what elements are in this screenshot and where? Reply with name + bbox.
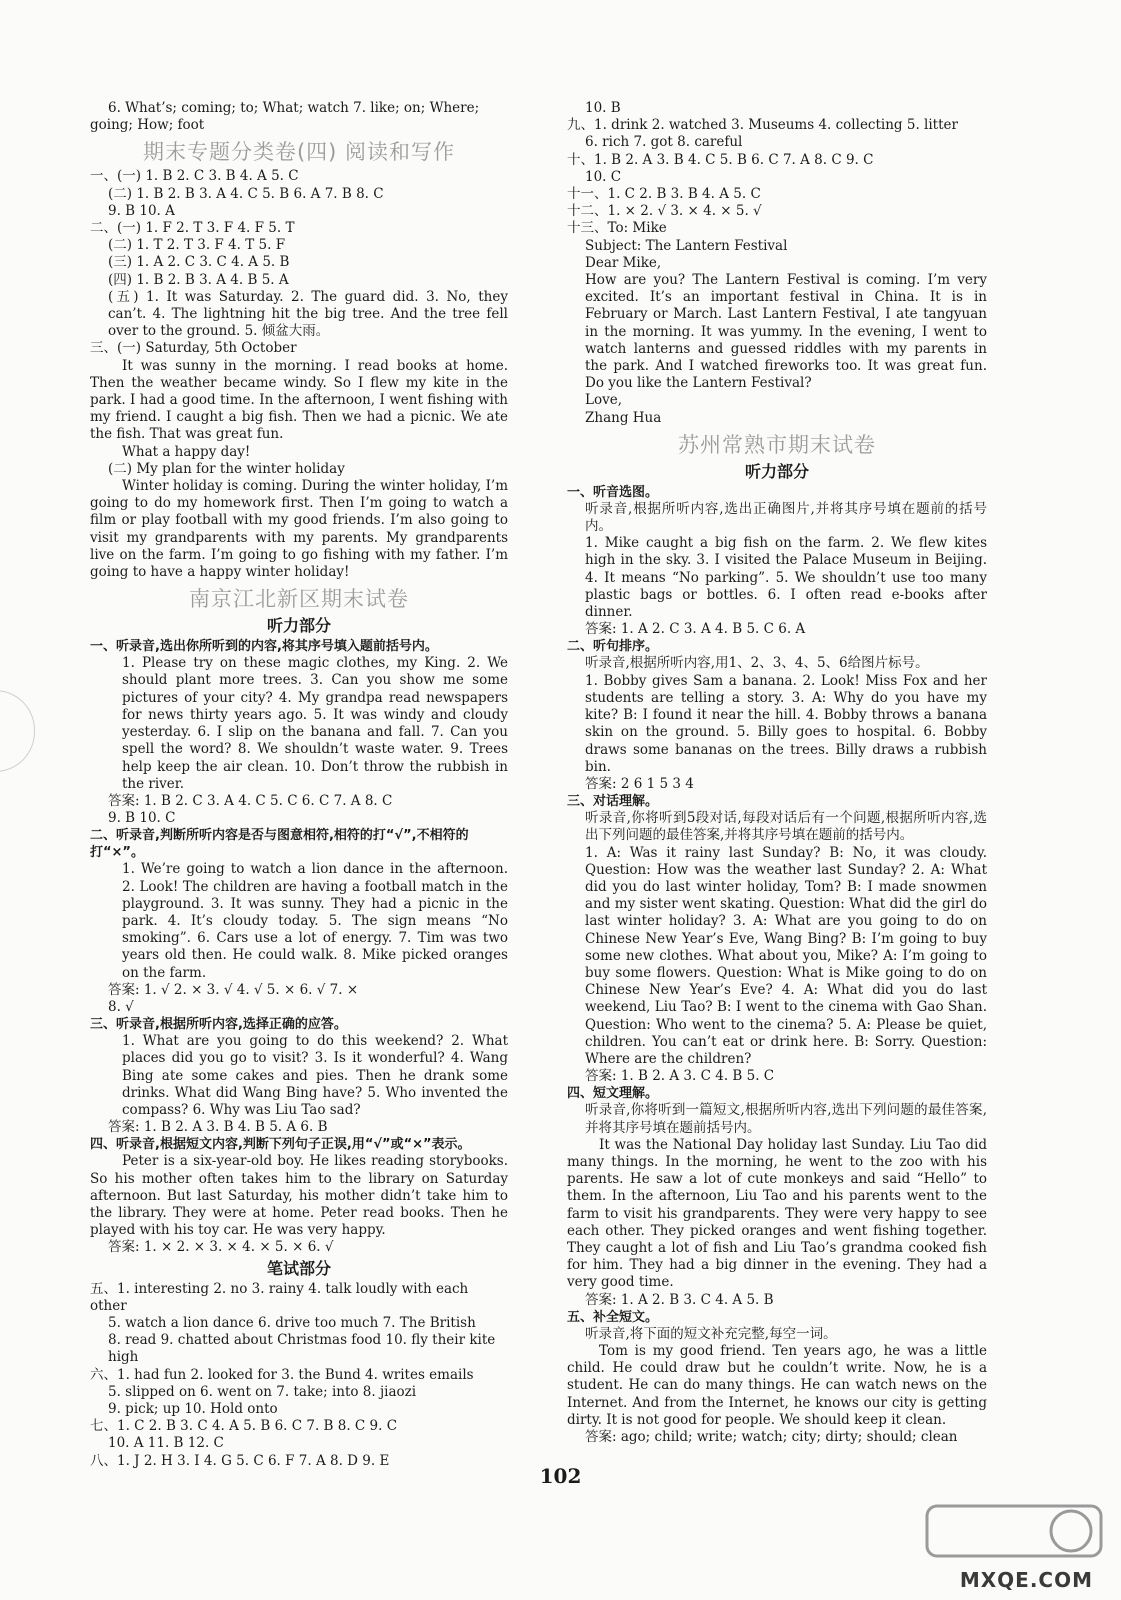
passage-paragraph: It was the National Day holiday last Sunday. Liu Tao did many things. In the morning, he went to the zoo with his parents. He saw a lot of cute monkeys and said “Hello” to them. In the afternoon, Liu Tao and his parents went to the farm to visit his grandparents. They were very happy to see each other. They picked oranges and went fishing together. They caught a lot of fish and Liu Tao’s grandma cooked fish for him. They had a big dinner in the evening. They had a very good time.: [567, 1136, 987, 1291]
question-heading: 二、听录音,判断所听内容是否与图意相符,相符的打“√”,不相符的打“×”。: [90, 828, 469, 861]
answer-line: 十、1. B 2. A 3. B 4. C 5. B 6. C 7. A 8. C 9. C: [567, 151, 874, 168]
answer-line: Dear Mike,: [585, 254, 662, 271]
part-heading: 听力部分: [266, 616, 331, 636]
answer-line: 三、(一) Saturday, 5th October: [90, 340, 297, 357]
answer-line: 1. A: Was it rainy last Sunday? B: No, it was cloudy. Question: How was the weather last Sunday? 2. A: What did you do last winter holiday, Tom? B: I made snowmen and my sister went skating. Question: What did the girl do last winter holiday? 3. A: What are you going to do on Chinese New Year’s Eve, Wang Bing? B: I’m going to buy some new clothes. What about you, Mike? A: I’m going to buy some flowers. Question: What is Mike going to do on Chinese New Year’s Eve? 4. A: What did you do last weekend, Liu Tao? B: I went to the cinema with Gao Shan. Question: Who went to the cinema? 5. A: Please be quiet, children. You can’t eat or drink here. B: Sorry. Question: Where are the children?: [585, 844, 987, 1067]
answer-line: 答案: 1. B 2. A 3. C 4. B 5. C: [585, 1068, 775, 1085]
binding-stamp-mark: [0, 690, 35, 772]
section-title: 南京江北新区期末试卷: [189, 587, 409, 612]
answer-line: 听录音,你将听到一篇短文,根据所听内容,选出下列问题的最佳答案,并将其序号填在题前括号内。: [585, 1102, 987, 1136]
question-heading: 三、听录音,根据所听内容,选择正确的应答。: [90, 1017, 347, 1033]
answer-line: 八、1. J 2. H 3. I 4. G 5. C 6. F 7. A 8. D 9. E: [90, 1452, 390, 1469]
answer-line: (二) 1. T 2. T 3. F 4. T 5. F: [108, 237, 286, 254]
answer-line: 8. read 9. chatted about Christmas food 10. fly their kite high: [108, 1332, 496, 1366]
answer-line: 8. √: [108, 998, 134, 1015]
answer-line: 九、1. drink 2. watched 3. Museums 4. collecting 5. litter: [567, 117, 958, 134]
answer-line: 1. Mike caught a big fish on the farm. 2. We flew kites high in the sky. 3. I visited the Palace Museum in Beijing. 4. It means “No parking”. 5. We shouldn’t use too many plastic bags or bottles. 6. I often read e-books after dinner.: [585, 535, 987, 621]
answer-line: 听录音,根据所听内容,选出正确图片,并将其序号填在题前的括号内。: [585, 500, 987, 535]
answer-line: 十三、To: Mike: [567, 220, 667, 237]
answer-line: 1. What are you going to do this weekend? 2. What places did you go to visit? 3. Is it wonderful? 4. Wang Bing ate some cakes and pies. Then he drank some drinks. What did Wang Bing have? 5. Who invented the compass? 6. Why was Liu Tao sad?: [122, 1033, 508, 1118]
section-title: 期末专题分类卷(四) 阅读和写作: [142, 140, 456, 165]
answer-line: (三) 1. A 2. C 3. C 4. A 5. B: [108, 254, 290, 271]
answer-line: Subject: The Lantern Festival: [585, 237, 788, 254]
answer-line: 1. We’re going to watch a lion dance in the afternoon. 2. Look! The children are having a football match in the playground. 3. It was sunny. They had a picnic in the park. 4. It’s cloudy today. 5. The sign means “No smoking”. 6. Cars use a lot of energy. 7. Tim was two years old then. He could walk. 8. Mike picked oranges on the farm.: [122, 861, 508, 981]
passage-paragraph: Tom is my good friend. Ten years ago, he was a little child. He could draw but he couldn’t write. Now, he is a student. He can do many things. He can watch news on the Internet. And from the Internet, he knows our city is getting dirty. It is not good for people. We should keep it clean.: [567, 1343, 987, 1428]
part-heading: 听力部分: [744, 461, 809, 481]
answer-line: 六、1. had fun 2. looked for 3. the Bund 4. writes emails: [90, 1366, 474, 1383]
answer-line: Zhang Hua: [585, 409, 662, 426]
answer-line: 答案: 1. × 2. × 3. × 4. × 5. × 6. √: [108, 1239, 334, 1256]
answer-line: How are you? The Lantern Festival is coming. I’m very excited. It’s an important festival in China. It is in February or March. Last Lantern Festival, I ate tangyuan in the morning. It was yummy. In the evening, I went to watch lanterns and guessed riddles with my parents in the park. And I watched fireworks too. It was great fun. Do you like the Lantern Festival?: [585, 272, 987, 392]
answer-line: 七、1. C 2. B 3. C 4. A 5. B 6. C 7. B 8. C 9. C: [90, 1418, 398, 1435]
answer-line: 五、1. interesting 2. no 3. rainy 4. talk loudly with each other: [90, 1280, 469, 1314]
answer-line: 1. Bobby gives Sam a banana. 2. Look! Miss Fox and her students are telling a story. 3. A: Why do you have my kite? B: I found it near the hill. 4. Bobby throws a banana skin on the ground. 5. Billy goes to hospital. 6. Bobby draws some bananas on the trees. Billy draws a rubbish bin.: [585, 672, 987, 775]
answer-line: (五) 1. It was Saturday. 2. The guard did. 3. No, they can’t. 4. The lightning hit the big tree. And the tree fell over to the ground. 5. 倾盆大雨。: [108, 288, 508, 340]
question-heading: 四、听录音,根据短文内容,判断下列句子正误,用“√”或“×”表示。: [90, 1137, 471, 1153]
passage-paragraph: What a happy day!: [122, 443, 251, 460]
answer-line: 9. B 10. C: [108, 810, 176, 827]
answer-line: 答案: 1. A 2. C 3. A 4. B 5. C 6. A: [585, 621, 806, 638]
answer-line: (二) 1. B 2. B 3. A 4. C 5. B 6. A 7. B 8. C: [108, 185, 384, 202]
passage-paragraph: It was sunny in the morning. I read books at home. Then the weather became windy. So I flew my kite in the park. I had a good time. In the afternoon, I went fishing with my friend. I caught a big fish. Then we had a picnic. We ate the fish. That was great fun.: [90, 357, 508, 443]
page-number: 102: [539, 1464, 582, 1488]
left-column: [90, 100, 508, 1470]
answer-line: 1. Please try on these magic clothes, my King. 2. We should plant more trees. 3. Can you show me some pictures of your city? 4. My grandpa read newspapers for news thirty years ago. 5. It was windy and cloudy yesterday. 6. I slip on the banana and fall. 7. Can you spell the word? 8. We shouldn’t waste water. 9. Trees help keep the air clean. 10. Don’t throw the rubbish in the river.: [122, 655, 508, 792]
answer-line: 5. watch a lion dance 6. drive too much 7. The British: [108, 1314, 476, 1331]
section-title: 苏州常熟市期末试卷: [678, 432, 876, 457]
answer-line: 听录音,将下面的短文补充完整,每空一词。: [585, 1325, 837, 1342]
question-heading: 二、听句排序。: [567, 639, 659, 655]
part-heading: 笔试部分: [266, 1258, 331, 1278]
answer-line: Love,: [585, 392, 622, 409]
watermark-text: MXQE.COM: [959, 1568, 1093, 1592]
answer-line: 二、(一) 1. F 2. T 3. F 4. F 5. T: [90, 220, 295, 237]
question-heading: 一、听音选图。: [567, 484, 659, 500]
answer-line: 一、(一) 1. B 2. C 3. B 4. A 5. C: [90, 168, 299, 185]
answer-line: 6. What’s; coming; to; What; watch 7. like; on; Where;: [108, 100, 480, 116]
question-heading: 一、听录音,选出你所听到的内容,将其序号填入题前括号内。: [90, 639, 438, 655]
answer-line: 答案: ago; child; write; watch; city; dirty; should; clean: [585, 1429, 958, 1446]
question-heading: 三、对话理解。: [567, 794, 659, 810]
answer-line: 10. A 11. B 12. C: [108, 1435, 224, 1452]
answer-line: 9. pick; up 10. Hold onto: [108, 1401, 278, 1417]
answer-line: (二) My plan for the winter holiday: [108, 460, 345, 477]
answer-line: 答案: 1. A 2. B 3. C 4. A 5. B: [585, 1291, 774, 1308]
passage-paragraph: Winter holiday is coming. During the winter holiday, I’m going to do my homework first. Then I’m going to watch a film or play football with my good friends. I’m also going to visit my grandparents with my parents. My grandparents live on the farm. I’m going to go fishing with my father. I’m going to have a happy winter holiday!: [90, 478, 508, 581]
answer-line: 5. slipped on 6. went on 7. take; into 8. jiaozi: [108, 1383, 417, 1400]
answer-line: 9. B 10. A: [108, 202, 175, 219]
answer-line: 答案: 2 6 1 5 3 4: [585, 775, 694, 792]
answer-line: 答案: 1. √ 2. × 3. √ 4. √ 5. × 6. √ 7. ×: [108, 981, 359, 998]
question-heading: 五、补全短文。: [567, 1309, 659, 1325]
answer-line: 听录音,你将听到5段对话,每段对话后有一个问题,根据所听内容,选出下列问题的最佳答案,并将其序号填在题前的括号内。: [585, 810, 987, 844]
answer-line: going; How; foot: [90, 117, 205, 134]
question-heading: 四、短文理解。: [567, 1086, 659, 1102]
answer-line: 10. B: [585, 100, 621, 116]
answer-line: 十一、1. C 2. B 3. B 4. A 5. C: [567, 186, 761, 203]
right-column: [567, 100, 987, 1446]
answer-line: 听录音,根据所听内容,用1、2、3、4、5、6给图片标号。: [585, 655, 929, 672]
passage-paragraph: Peter is a six-year-old boy. He likes reading storybooks. So his mother often takes him to the library on Saturday afternoon. But last Saturday, his mother didn’t take him to the library. They were at home. Peter read books. Then he played with his toy car. He was very happy.: [90, 1153, 508, 1239]
answer-line: 答案: 1. B 2. A 3. B 4. B 5. A 6. B: [108, 1119, 328, 1136]
answer-line: 答案: 1. B 2. C 3. A 4. C 5. C 6. C 7. A 8. C: [108, 792, 393, 809]
answer-line: (四) 1. B 2. B 3. A 4. B 5. A: [108, 271, 289, 288]
answer-line: 十二、1. × 2. √ 3. × 4. × 5. √: [567, 203, 762, 220]
answer-line: 10. C: [585, 168, 622, 185]
answer-line: 6. rich 7. got 8. careful: [585, 134, 743, 151]
